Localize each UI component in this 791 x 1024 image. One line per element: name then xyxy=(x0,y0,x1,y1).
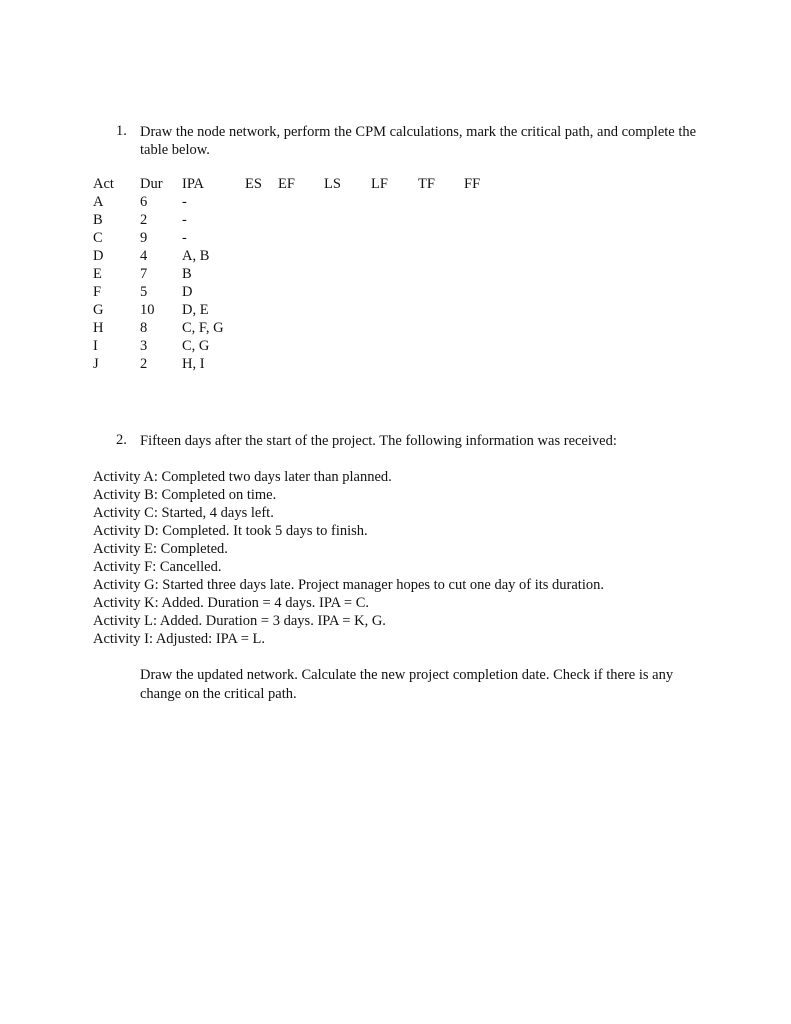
question-2-number: 2. xyxy=(116,432,127,448)
cell-dur: 7 xyxy=(140,266,148,282)
cell-act: E xyxy=(93,266,102,282)
table-row xyxy=(0,356,791,374)
info-line: Activity E: Completed. xyxy=(93,541,228,557)
header-ff: FF xyxy=(464,176,481,192)
cell-dur: 10 xyxy=(140,302,155,318)
question-2-text: Fifteen days after the start of the project. The following information was received: xyxy=(140,433,617,449)
table-row xyxy=(0,212,791,230)
table-row xyxy=(0,194,791,212)
header-tf: TF xyxy=(418,176,435,192)
info-line: Activity C: Started, 4 days left. xyxy=(93,505,274,521)
cell-ipa: B xyxy=(182,266,192,282)
info-line: Activity B: Completed on time. xyxy=(93,487,277,503)
question-1-number: 1. xyxy=(116,123,127,139)
header-es: ES xyxy=(245,176,262,192)
table-row xyxy=(0,248,791,266)
info-line: Activity L: Added. Duration = 3 days. IPA = K, G. xyxy=(93,613,386,629)
info-line: Activity G: Started three days late. Project manager hopes to cut one day of its duration. xyxy=(93,577,604,593)
table-header-row xyxy=(0,176,791,194)
question-2-instruction: Draw the updated network. Calculate the new project completion date. Check if there is any change on the critical path. xyxy=(140,667,674,702)
cell-ipa: H, I xyxy=(182,356,205,372)
cell-act: H xyxy=(93,320,104,336)
cell-ipa: A, B xyxy=(182,248,210,264)
table-row xyxy=(0,284,791,302)
cell-ipa: C, G xyxy=(182,338,210,354)
table-row xyxy=(0,320,791,338)
cell-act: J xyxy=(93,356,99,372)
table-row xyxy=(0,338,791,356)
header-lf: LF xyxy=(371,176,388,192)
info-line: Activity F: Cancelled. xyxy=(93,559,222,575)
header-ipa: IPA xyxy=(182,176,205,192)
activity-table xyxy=(0,176,791,374)
table-row xyxy=(0,230,791,248)
cell-dur: 8 xyxy=(140,320,148,336)
cell-ipa: - xyxy=(182,194,187,210)
cell-act: A xyxy=(93,194,104,210)
cell-dur: 3 xyxy=(140,338,148,354)
cell-act: F xyxy=(93,284,102,300)
cell-dur: 4 xyxy=(140,248,148,264)
cell-ipa: - xyxy=(182,230,187,246)
table-row xyxy=(0,266,791,284)
info-line: Activity D: Completed. It took 5 days to finish. xyxy=(93,523,368,539)
cell-act: I xyxy=(93,338,98,354)
cell-ipa: D xyxy=(182,284,193,300)
cell-act: D xyxy=(93,248,104,264)
table-row xyxy=(0,302,791,320)
cell-dur: 9 xyxy=(140,230,148,246)
cell-act: C xyxy=(93,230,103,246)
cell-dur: 2 xyxy=(140,356,148,372)
cell-ipa: D, E xyxy=(182,302,209,318)
question-1-text: Draw the node network, perform the CPM calculations, mark the critical path, and complete the table below. xyxy=(140,124,697,158)
info-line: Activity K: Added. Duration = 4 days. IPA = C. xyxy=(93,595,370,611)
header-act: Act xyxy=(93,176,114,192)
cell-act: G xyxy=(93,302,104,318)
cell-dur: 2 xyxy=(140,212,148,228)
header-dur: Dur xyxy=(140,176,163,192)
info-line: Activity I: Adjusted: IPA = L. xyxy=(93,631,265,647)
header-ls: LS xyxy=(324,176,341,192)
cell-ipa: - xyxy=(182,212,187,228)
info-line: Activity A: Completed two days later than planned. xyxy=(93,469,392,485)
cell-dur: 6 xyxy=(140,194,148,210)
cell-ipa: C, F, G xyxy=(182,320,224,336)
header-ef: EF xyxy=(278,176,295,192)
update-info-list xyxy=(93,468,604,648)
cell-dur: 5 xyxy=(140,284,148,300)
cell-act: B xyxy=(93,212,103,228)
